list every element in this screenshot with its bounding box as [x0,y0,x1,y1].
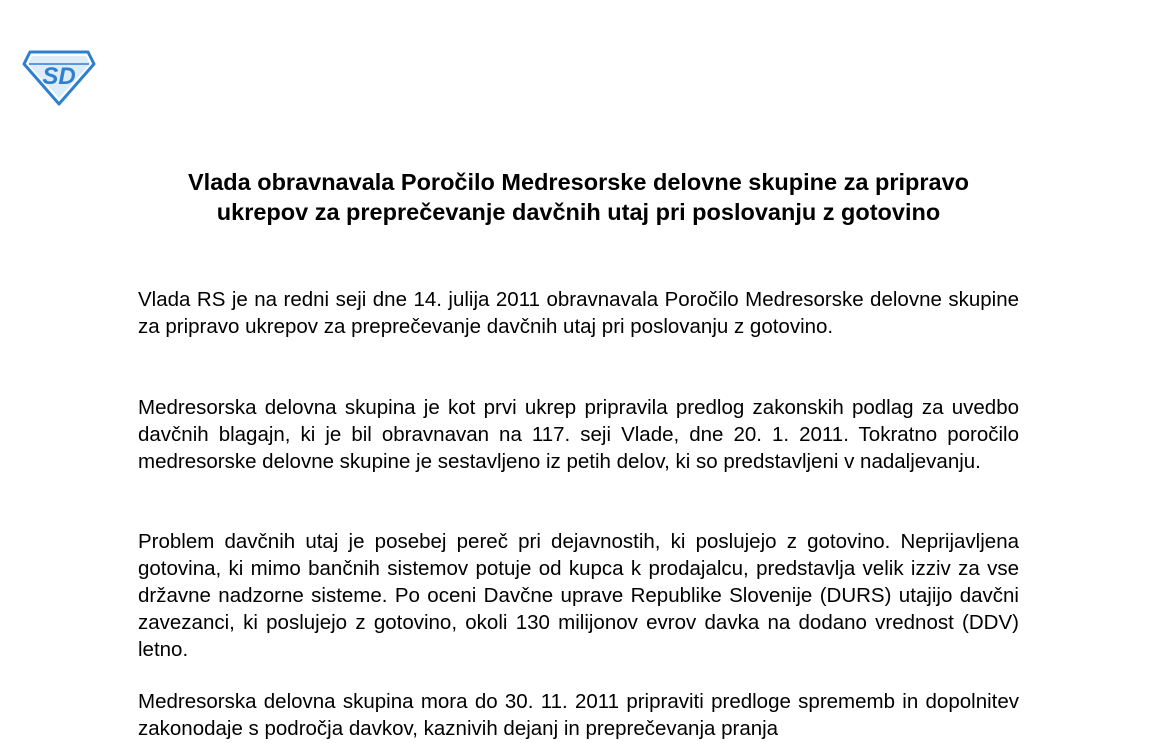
paragraph-3: Problem davčnih utaj je posebej pereč pri dejavnostih, ki poslujejo z gotovino. Neprijavljena gotovina, ki mimo bančnih sistemov potuje od kupca k prodajalcu, predstavlja velik izziv za vse državne nadzorne sisteme. Po oceni Davčne uprave Republike Slovenije (DURS) utajijo davčni zavezanci, ki poslujejo z gotovino, okoli 130 milijonov evrov davka na dodano vrednost (DDV) letno. [138,530,1019,661]
paragraph-4: Medresorska delovna skupina mora do 30. 11. 2011 pripraviti predloge sprememb in dopolnitev zakonodaje s področja davkov, kaznivih dejanj in preprečevanja pranja [138,690,1019,740]
sd-shield-logo-icon [22,48,96,106]
logo-letters: SD [42,63,76,90]
document-title: Vlada obravnavala Poročilo Medresorske delovne skupine za pripravo ukrepov za preprečevanje davčnih utaj pri poslovanju z gotovino [187,169,969,225]
paragraph-1: Vlada RS je na redni seji dne 14. julija 2011 obravnavala Poročilo Medresorske delovne skupine za pripravo ukrepov za preprečevanje davčnih utaj pri poslovanju z gotovino. [138,288,1019,338]
paragraph-2: Medresorska delovna skupina je kot prvi ukrep pripravila predlog zakonskih podlag za uvedbo davčnih blagajn, ki je bil obravnavan na 117. seji Vlade, dne 20. 1. 2011. Tokratno poročilo medresorske delovne skupine je sestavljeno iz petih delov, ki so predstavljeni v nadaljevanju. [138,396,1019,473]
sd-shield-logo [22,48,96,106]
